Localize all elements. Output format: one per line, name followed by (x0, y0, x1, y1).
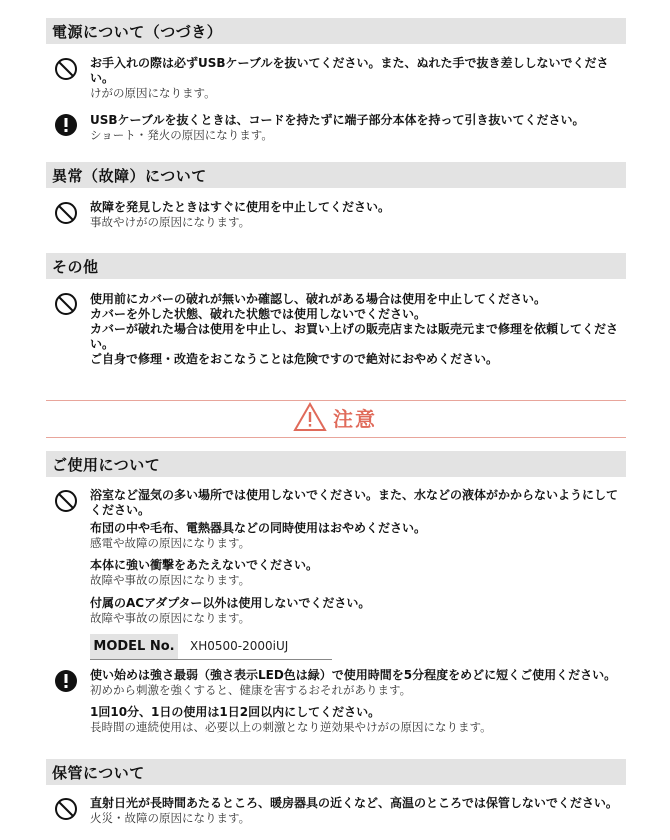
section-title: その他 (52, 258, 99, 276)
section-header-usage (46, 451, 626, 477)
usage-item-4 (90, 596, 625, 626)
power-item-2 (90, 113, 625, 143)
item-note: 故障や事故の原因になります。 (90, 573, 251, 587)
caution-label: 注意 (333, 406, 377, 431)
usage-item-3 (90, 558, 625, 588)
power-item-1 (90, 56, 625, 101)
item-text: お手入れの際は必ずUSBケーブルを抜いてください。また、ぬれた手で抜き差ししないでください。 (90, 56, 609, 85)
item-text: カバーを外した状態、破れた状態では使用しないでください。 (90, 307, 427, 321)
item-note: ショート・発火の原因になります。 (90, 128, 273, 142)
model-number-box (90, 634, 332, 660)
caution-item-2 (90, 705, 625, 735)
item-note: けがの原因になります。 (90, 86, 216, 100)
item-text: 浴室など湿気の多い場所では使用しないでください。また、水などの液体がかからないようにしてください。 (90, 488, 619, 517)
item-note: 故障や事故の原因になります。 (90, 611, 251, 625)
usage-item-2 (90, 521, 625, 551)
abnormal-item-1 (90, 200, 625, 230)
prohibition-icon (54, 292, 78, 316)
item-text: 使い始めは強さ最弱（強さ表示LED色は緑）で使用時間を5分程度をめどに短くご使用ください。 (90, 668, 617, 682)
item-text: 1回10分、1日の使用は1日2回以内にしてください。 (90, 705, 381, 719)
mandatory-icon (54, 113, 78, 137)
item-note: 長時間の連続使用は、必要以上の刺激となり逆効果やけがの原因になります。 (90, 720, 492, 734)
item-text: 布団の中や毛布、電熱器具などの同時使用はおやめください。 (90, 521, 427, 535)
prohibition-icon (54, 797, 78, 821)
section-header-abnormal (46, 162, 626, 188)
model-value: XH0500-2000iUJ (190, 639, 289, 653)
item-note: 初めから刺激を強くすると、健康を害するおそれがあります。 (90, 683, 412, 697)
prohibition-icon (54, 201, 78, 225)
caution-banner (0, 402, 670, 436)
caution-item-1 (90, 668, 625, 698)
mandatory-icon (54, 669, 78, 693)
section-header-other (46, 253, 626, 279)
section-title: 異常（故障）について (52, 167, 207, 185)
prohibition-icon (54, 489, 78, 513)
warning-triangle-icon (293, 402, 327, 432)
section-header-power (46, 18, 626, 44)
section-title: ご使用について (52, 456, 161, 474)
item-text: カバーが破れた場合は使用を中止し、お買い上げの販売店または販売元まで修理を依頼してください。 (90, 322, 619, 351)
prohibition-icon (54, 57, 78, 81)
item-text: 付属のACアダプター以外は使用しないでください。 (90, 596, 371, 610)
section-title: 電源について（つづき） (52, 23, 223, 41)
item-text: 直射日光が長時間あたるところ、暖房器具の近くなど、高温のところでは保管しないでください。 (90, 796, 618, 810)
item-note: 感電や故障の原因になります。 (90, 536, 251, 550)
section-title: 保管について (52, 764, 145, 782)
usage-item-1 (90, 488, 625, 518)
item-text: 本体に強い衝撃をあたえないでください。 (90, 558, 319, 572)
item-text: USBケーブルを抜くときは、コードを持たずに端子部分本体を持って引き抜いてください。 (90, 113, 585, 127)
storage-item-1 (90, 796, 625, 826)
item-text: 故障を発見したときはすぐに使用を中止してください。 (90, 200, 391, 214)
other-item-list (90, 292, 625, 367)
section-header-storage (46, 759, 626, 785)
item-note: 事故やけがの原因になります。 (90, 215, 251, 229)
divider (46, 400, 626, 401)
divider (46, 437, 626, 438)
item-text: 使用前にカバーの破れが無いか確認し、破れがある場合は使用を中止してください。 (90, 292, 547, 306)
model-label: MODEL No. (90, 634, 178, 659)
item-note: 火災・故障の原因になります。 (90, 811, 251, 825)
item-text: ご自身で修理・改造をおこなうことは危険ですので絶対におやめください。 (90, 352, 499, 366)
